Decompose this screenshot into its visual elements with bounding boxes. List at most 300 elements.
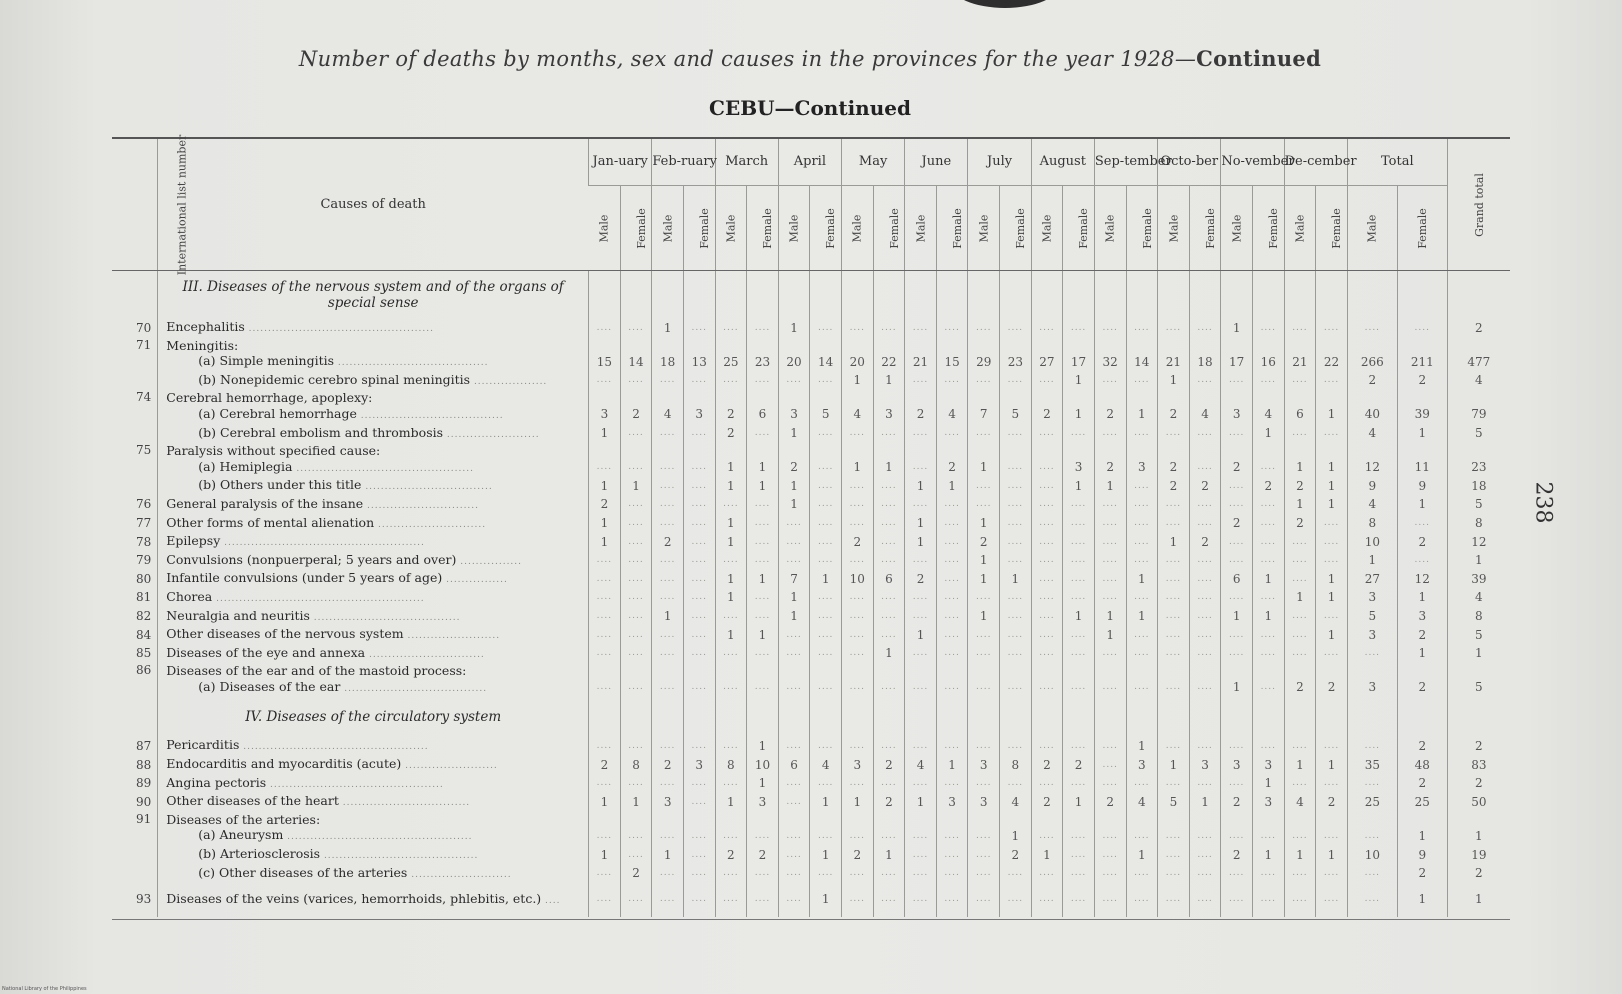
value-cell: 1 bbox=[1316, 626, 1348, 645]
value-cell: 22 bbox=[1316, 353, 1348, 372]
value-cell: .... bbox=[810, 459, 842, 478]
value-cell bbox=[620, 390, 652, 406]
value-cell: 2 bbox=[1000, 846, 1032, 865]
value-cell bbox=[1031, 390, 1063, 406]
value-cell bbox=[810, 390, 842, 406]
value-cell: 2 bbox=[1158, 477, 1190, 496]
value-cell: .... bbox=[620, 589, 652, 608]
empty-cell bbox=[778, 271, 810, 320]
cause-cell bbox=[158, 663, 589, 679]
value-cell: 6 bbox=[1221, 570, 1253, 589]
value-cell: 13 bbox=[683, 353, 715, 372]
value-cell: 1 bbox=[715, 589, 747, 608]
table-row bbox=[112, 793, 1510, 812]
value-cell: .... bbox=[1000, 319, 1032, 338]
value-cell: .... bbox=[620, 425, 652, 444]
table-row bbox=[112, 608, 1510, 627]
value-cell: .... bbox=[715, 737, 747, 756]
value-cell: .... bbox=[1126, 589, 1158, 608]
value-cell: .... bbox=[778, 793, 810, 812]
value-cell: 211 bbox=[1397, 353, 1447, 372]
female-column-header bbox=[873, 186, 905, 271]
value-cell: .... bbox=[683, 626, 715, 645]
value-cell: .... bbox=[1284, 552, 1316, 571]
value-cell: .... bbox=[683, 865, 715, 884]
value-cell: 3 bbox=[1347, 679, 1397, 698]
value-cell bbox=[841, 390, 873, 406]
cause-cell bbox=[158, 496, 589, 515]
month-header: Feb-ruary bbox=[652, 139, 715, 186]
value-cell: 1 bbox=[1316, 756, 1348, 775]
value-cell: 2 bbox=[1447, 775, 1510, 794]
value-cell: 2 bbox=[620, 406, 652, 425]
value-cell: .... bbox=[1063, 679, 1095, 698]
cause-cell bbox=[158, 570, 589, 589]
value-cell: 3 bbox=[1221, 756, 1253, 775]
section-row bbox=[112, 697, 1510, 737]
value-cell: .... bbox=[652, 626, 684, 645]
value-cell: 25 bbox=[715, 353, 747, 372]
value-cell: .... bbox=[1284, 775, 1316, 794]
value-cell: .... bbox=[968, 737, 1000, 756]
value-cell: .... bbox=[715, 372, 747, 391]
value-cell: .... bbox=[1284, 570, 1316, 589]
value-cell: 1 bbox=[1316, 846, 1348, 865]
mortality-table-frame bbox=[112, 134, 1510, 920]
female-header-text: Female bbox=[1077, 207, 1091, 249]
value-cell: 1 bbox=[1126, 406, 1158, 425]
value-cell bbox=[936, 443, 968, 459]
value-cell: .... bbox=[968, 425, 1000, 444]
value-cell: .... bbox=[936, 645, 968, 664]
value-cell: .... bbox=[810, 552, 842, 571]
value-cell: 1 bbox=[620, 793, 652, 812]
value-cell: .... bbox=[1316, 425, 1348, 444]
value-cell bbox=[778, 663, 810, 679]
value-cell: .... bbox=[968, 589, 1000, 608]
female-header-text: Female bbox=[1203, 207, 1217, 249]
value-cell: .... bbox=[1000, 608, 1032, 627]
value-cell: 15 bbox=[589, 353, 621, 372]
value-cell: 2 bbox=[652, 533, 684, 552]
value-cell: 1 bbox=[652, 608, 684, 627]
value-cell: 1 bbox=[589, 846, 621, 865]
value-cell: .... bbox=[683, 775, 715, 794]
value-cell: 1 bbox=[1284, 846, 1316, 865]
table-row bbox=[112, 353, 1510, 372]
value-cell bbox=[589, 443, 621, 459]
female-column-header bbox=[1397, 186, 1447, 271]
value-cell: 1 bbox=[1397, 883, 1447, 917]
value-cell: .... bbox=[1158, 552, 1190, 571]
value-cell: .... bbox=[1031, 570, 1063, 589]
empty-cell bbox=[1126, 271, 1158, 320]
value-cell: .... bbox=[652, 679, 684, 698]
value-cell bbox=[1189, 663, 1221, 679]
value-cell: 3 bbox=[968, 756, 1000, 775]
value-cell: 12 bbox=[1347, 459, 1397, 478]
value-cell: .... bbox=[1031, 775, 1063, 794]
value-cell: .... bbox=[620, 737, 652, 756]
value-cell: .... bbox=[747, 827, 779, 846]
value-cell: .... bbox=[1126, 883, 1158, 917]
cause-cell bbox=[158, 737, 589, 756]
value-cell: .... bbox=[1063, 496, 1095, 515]
section-heading: IV. Diseases of the circulatory system bbox=[158, 697, 589, 737]
male-column-header bbox=[1347, 186, 1397, 271]
value-cell: 3 bbox=[1189, 756, 1221, 775]
value-cell: .... bbox=[936, 589, 968, 608]
cause-cell bbox=[158, 827, 589, 846]
value-cell: 1 bbox=[1000, 827, 1032, 846]
value-cell: .... bbox=[968, 865, 1000, 884]
value-cell: .... bbox=[936, 372, 968, 391]
cause-cell bbox=[158, 353, 589, 372]
value-cell: .... bbox=[905, 552, 937, 571]
value-cell: 1 bbox=[1063, 793, 1095, 812]
value-cell: 1 bbox=[873, 372, 905, 391]
value-cell bbox=[905, 812, 937, 828]
value-cell: 17 bbox=[1221, 353, 1253, 372]
value-cell: .... bbox=[620, 319, 652, 338]
value-cell: .... bbox=[778, 626, 810, 645]
empty-cell bbox=[1397, 697, 1447, 737]
value-cell: 2 bbox=[1094, 406, 1126, 425]
empty-cell bbox=[1252, 697, 1284, 737]
table-row bbox=[112, 756, 1510, 775]
table-row bbox=[112, 865, 1510, 884]
value-cell: .... bbox=[589, 645, 621, 664]
value-cell: 5 bbox=[1447, 496, 1510, 515]
value-cell: .... bbox=[1189, 425, 1221, 444]
value-cell: 1 bbox=[1447, 827, 1510, 846]
value-cell: .... bbox=[1000, 515, 1032, 534]
value-cell: 1 bbox=[1316, 459, 1348, 478]
value-cell: .... bbox=[1000, 775, 1032, 794]
value-cell bbox=[652, 812, 684, 828]
cause-cell bbox=[158, 338, 589, 354]
value-cell: .... bbox=[652, 459, 684, 478]
value-cell: .... bbox=[1158, 496, 1190, 515]
value-cell: .... bbox=[1252, 319, 1284, 338]
value-cell bbox=[1063, 390, 1095, 406]
value-cell: 3 bbox=[1397, 608, 1447, 627]
value-cell: 5 bbox=[1000, 406, 1032, 425]
female-header-text: Female bbox=[760, 207, 774, 249]
value-cell bbox=[1221, 812, 1253, 828]
list-number-cell: 90 bbox=[136, 794, 152, 809]
value-cell: .... bbox=[1221, 533, 1253, 552]
value-cell bbox=[1447, 663, 1510, 679]
dot-leader: ........................................ bbox=[320, 851, 479, 862]
male-column-header bbox=[1284, 186, 1316, 271]
value-cell: .... bbox=[1158, 737, 1190, 756]
value-cell: .... bbox=[810, 737, 842, 756]
value-cell: 20 bbox=[778, 353, 810, 372]
value-cell: 4 bbox=[1347, 496, 1397, 515]
value-cell: .... bbox=[1189, 552, 1221, 571]
value-cell: .... bbox=[620, 496, 652, 515]
value-cell: .... bbox=[873, 737, 905, 756]
empty-cell bbox=[778, 697, 810, 737]
value-cell: .... bbox=[747, 589, 779, 608]
list-number-cell: 76 bbox=[136, 497, 152, 512]
value-cell: .... bbox=[873, 865, 905, 884]
male-header-text: Male bbox=[977, 214, 991, 242]
value-cell: 32 bbox=[1094, 353, 1126, 372]
month-header-row bbox=[112, 139, 1510, 186]
male-header-text: Male bbox=[914, 214, 928, 242]
value-cell bbox=[1063, 663, 1095, 679]
value-cell bbox=[683, 663, 715, 679]
value-cell: .... bbox=[810, 477, 842, 496]
value-cell: .... bbox=[905, 737, 937, 756]
dot-leader: ................ bbox=[442, 575, 508, 586]
month-header: May bbox=[841, 139, 904, 186]
value-cell: 2 bbox=[652, 756, 684, 775]
value-cell bbox=[1316, 390, 1348, 406]
value-cell bbox=[905, 338, 937, 354]
value-cell bbox=[715, 390, 747, 406]
list-number-cell bbox=[112, 477, 158, 496]
value-cell: .... bbox=[1158, 865, 1190, 884]
month-header: Octo-ber bbox=[1158, 139, 1221, 186]
value-cell: 2 bbox=[1284, 679, 1316, 698]
value-cell: 1 bbox=[1316, 570, 1348, 589]
value-cell: .... bbox=[1031, 533, 1063, 552]
value-cell: 2 bbox=[1221, 846, 1253, 865]
table-row bbox=[112, 552, 1510, 571]
dot-leader: ........................ bbox=[443, 429, 540, 440]
value-cell: 1 bbox=[1284, 459, 1316, 478]
value-cell bbox=[747, 812, 779, 828]
dot-leader: ...................................... bbox=[309, 612, 461, 623]
value-cell: .... bbox=[589, 883, 621, 917]
value-cell: 2 bbox=[841, 846, 873, 865]
value-cell: 1 bbox=[841, 459, 873, 478]
value-cell: .... bbox=[1158, 883, 1190, 917]
cause-cell bbox=[158, 756, 589, 775]
value-cell: 1 bbox=[1063, 372, 1095, 391]
value-cell: .... bbox=[589, 737, 621, 756]
value-cell: 1 bbox=[873, 459, 905, 478]
value-cell: 1 bbox=[905, 533, 937, 552]
table-row bbox=[112, 515, 1510, 534]
value-cell: .... bbox=[936, 496, 968, 515]
value-cell: .... bbox=[841, 679, 873, 698]
empty-cell bbox=[1221, 697, 1253, 737]
value-cell: .... bbox=[652, 645, 684, 664]
value-cell: 8 bbox=[1447, 608, 1510, 627]
value-cell bbox=[1063, 338, 1095, 354]
table-row bbox=[112, 827, 1510, 846]
value-cell: .... bbox=[873, 775, 905, 794]
value-cell: .... bbox=[778, 846, 810, 865]
value-cell: .... bbox=[1031, 477, 1063, 496]
value-cell: 21 bbox=[1158, 353, 1190, 372]
value-cell: .... bbox=[1189, 775, 1221, 794]
value-cell: .... bbox=[778, 515, 810, 534]
value-cell: .... bbox=[905, 589, 937, 608]
list-number-cell: 87 bbox=[136, 738, 152, 753]
value-cell: .... bbox=[652, 570, 684, 589]
value-cell: 3 bbox=[1347, 626, 1397, 645]
value-cell bbox=[1158, 663, 1190, 679]
value-cell: 2 bbox=[715, 406, 747, 425]
value-cell: 1 bbox=[841, 793, 873, 812]
value-cell: .... bbox=[683, 570, 715, 589]
empty-cell bbox=[589, 697, 621, 737]
value-cell: .... bbox=[1189, 679, 1221, 698]
value-cell: .... bbox=[1284, 425, 1316, 444]
value-cell: .... bbox=[873, 515, 905, 534]
value-cell bbox=[589, 390, 621, 406]
value-cell: 1 bbox=[1094, 608, 1126, 627]
value-cell: .... bbox=[1094, 570, 1126, 589]
value-cell: .... bbox=[1063, 319, 1095, 338]
value-cell: .... bbox=[589, 608, 621, 627]
male-header-text: Male bbox=[1365, 214, 1379, 242]
value-cell: .... bbox=[936, 827, 968, 846]
value-cell: .... bbox=[747, 533, 779, 552]
value-cell: .... bbox=[1063, 552, 1095, 571]
value-cell: .... bbox=[1316, 515, 1348, 534]
value-cell: .... bbox=[652, 827, 684, 846]
value-cell: 3 bbox=[1063, 459, 1095, 478]
value-cell bbox=[810, 443, 842, 459]
value-cell: 1 bbox=[1447, 552, 1510, 571]
value-cell: 23 bbox=[1000, 353, 1032, 372]
female-header-text: Female bbox=[1266, 207, 1280, 249]
value-cell: .... bbox=[1094, 827, 1126, 846]
value-cell: .... bbox=[905, 319, 937, 338]
value-cell: .... bbox=[1316, 552, 1348, 571]
value-cell: .... bbox=[1031, 319, 1063, 338]
value-cell: 3 bbox=[1126, 459, 1158, 478]
value-cell: 1 bbox=[715, 533, 747, 552]
value-cell: .... bbox=[1221, 496, 1253, 515]
male-column-header bbox=[778, 186, 810, 271]
value-cell: .... bbox=[905, 775, 937, 794]
empty-cell bbox=[1447, 271, 1510, 320]
value-cell: 1 bbox=[778, 319, 810, 338]
value-cell bbox=[1221, 663, 1253, 679]
value-cell: .... bbox=[1000, 883, 1032, 917]
value-cell: .... bbox=[778, 827, 810, 846]
empty-cell bbox=[1189, 697, 1221, 737]
female-column-header bbox=[1000, 186, 1032, 271]
value-cell: 18 bbox=[1189, 353, 1221, 372]
value-cell: 2 bbox=[873, 756, 905, 775]
value-cell bbox=[1126, 443, 1158, 459]
value-cell: .... bbox=[810, 608, 842, 627]
value-cell: 3 bbox=[683, 406, 715, 425]
empty-cell bbox=[873, 697, 905, 737]
value-cell: 14 bbox=[620, 353, 652, 372]
empty-cell bbox=[968, 697, 1000, 737]
value-cell: 79 bbox=[1447, 406, 1510, 425]
value-cell: 23 bbox=[747, 353, 779, 372]
value-cell: 1 bbox=[1284, 496, 1316, 515]
value-cell: .... bbox=[652, 372, 684, 391]
value-cell: 2 bbox=[1189, 477, 1221, 496]
value-cell: .... bbox=[841, 319, 873, 338]
value-cell: 2 bbox=[589, 756, 621, 775]
list-number-cell bbox=[112, 353, 158, 372]
male-header-text: Male bbox=[661, 214, 675, 242]
dot-leader: .......................... bbox=[407, 869, 512, 880]
empty-cell bbox=[683, 697, 715, 737]
male-header-text: Male bbox=[787, 214, 801, 242]
male-header-text: Male bbox=[724, 214, 738, 242]
list-number-cell: 75 bbox=[136, 443, 152, 458]
male-column-header bbox=[715, 186, 747, 271]
value-cell: .... bbox=[1031, 608, 1063, 627]
value-cell: .... bbox=[747, 608, 779, 627]
value-cell: .... bbox=[1316, 865, 1348, 884]
value-cell: 4 bbox=[652, 406, 684, 425]
cause-label: Chorea bbox=[166, 588, 213, 604]
value-cell: .... bbox=[1158, 846, 1190, 865]
value-cell bbox=[652, 390, 684, 406]
value-cell: 2 bbox=[1158, 406, 1190, 425]
list-number-cell: 74 bbox=[136, 390, 152, 405]
male-header-text: Male bbox=[850, 214, 864, 242]
male-column-header bbox=[1094, 186, 1126, 271]
value-cell: .... bbox=[620, 570, 652, 589]
value-cell: .... bbox=[1316, 827, 1348, 846]
value-cell: .... bbox=[1397, 515, 1447, 534]
value-cell: .... bbox=[1252, 679, 1284, 698]
value-cell: 4 bbox=[936, 406, 968, 425]
value-cell: .... bbox=[1397, 319, 1447, 338]
value-cell: .... bbox=[620, 883, 652, 917]
female-header-text: Female bbox=[950, 207, 964, 249]
value-cell: 2 bbox=[1252, 477, 1284, 496]
value-cell: .... bbox=[589, 679, 621, 698]
value-cell bbox=[1031, 443, 1063, 459]
value-cell bbox=[1063, 443, 1095, 459]
value-cell: .... bbox=[1031, 645, 1063, 664]
value-cell: .... bbox=[683, 679, 715, 698]
value-cell: .... bbox=[1316, 608, 1348, 627]
value-cell: 1 bbox=[1316, 589, 1348, 608]
province-subtitle: CEBU—Continued bbox=[709, 96, 911, 120]
value-cell: .... bbox=[968, 372, 1000, 391]
value-cell: 18 bbox=[652, 353, 684, 372]
value-cell: 5 bbox=[1447, 679, 1510, 698]
value-cell bbox=[747, 338, 779, 354]
value-cell: .... bbox=[1094, 883, 1126, 917]
value-cell: .... bbox=[1189, 459, 1221, 478]
value-cell bbox=[873, 812, 905, 828]
value-cell: 1 bbox=[810, 793, 842, 812]
value-cell: .... bbox=[1284, 319, 1316, 338]
value-cell: .... bbox=[1000, 372, 1032, 391]
value-cell: .... bbox=[715, 827, 747, 846]
female-column-header bbox=[683, 186, 715, 271]
list-number-cell bbox=[112, 679, 158, 698]
value-cell: 1 bbox=[1221, 319, 1253, 338]
dot-leader: ................................................ bbox=[239, 742, 429, 753]
value-cell: 2 bbox=[589, 496, 621, 515]
list-number-cell: 82 bbox=[136, 609, 152, 623]
value-cell: .... bbox=[1221, 552, 1253, 571]
cause-label: Diseases of the arteries: bbox=[166, 811, 321, 827]
value-cell: 1 bbox=[1316, 477, 1348, 496]
value-cell: .... bbox=[841, 589, 873, 608]
value-cell: 1 bbox=[778, 477, 810, 496]
